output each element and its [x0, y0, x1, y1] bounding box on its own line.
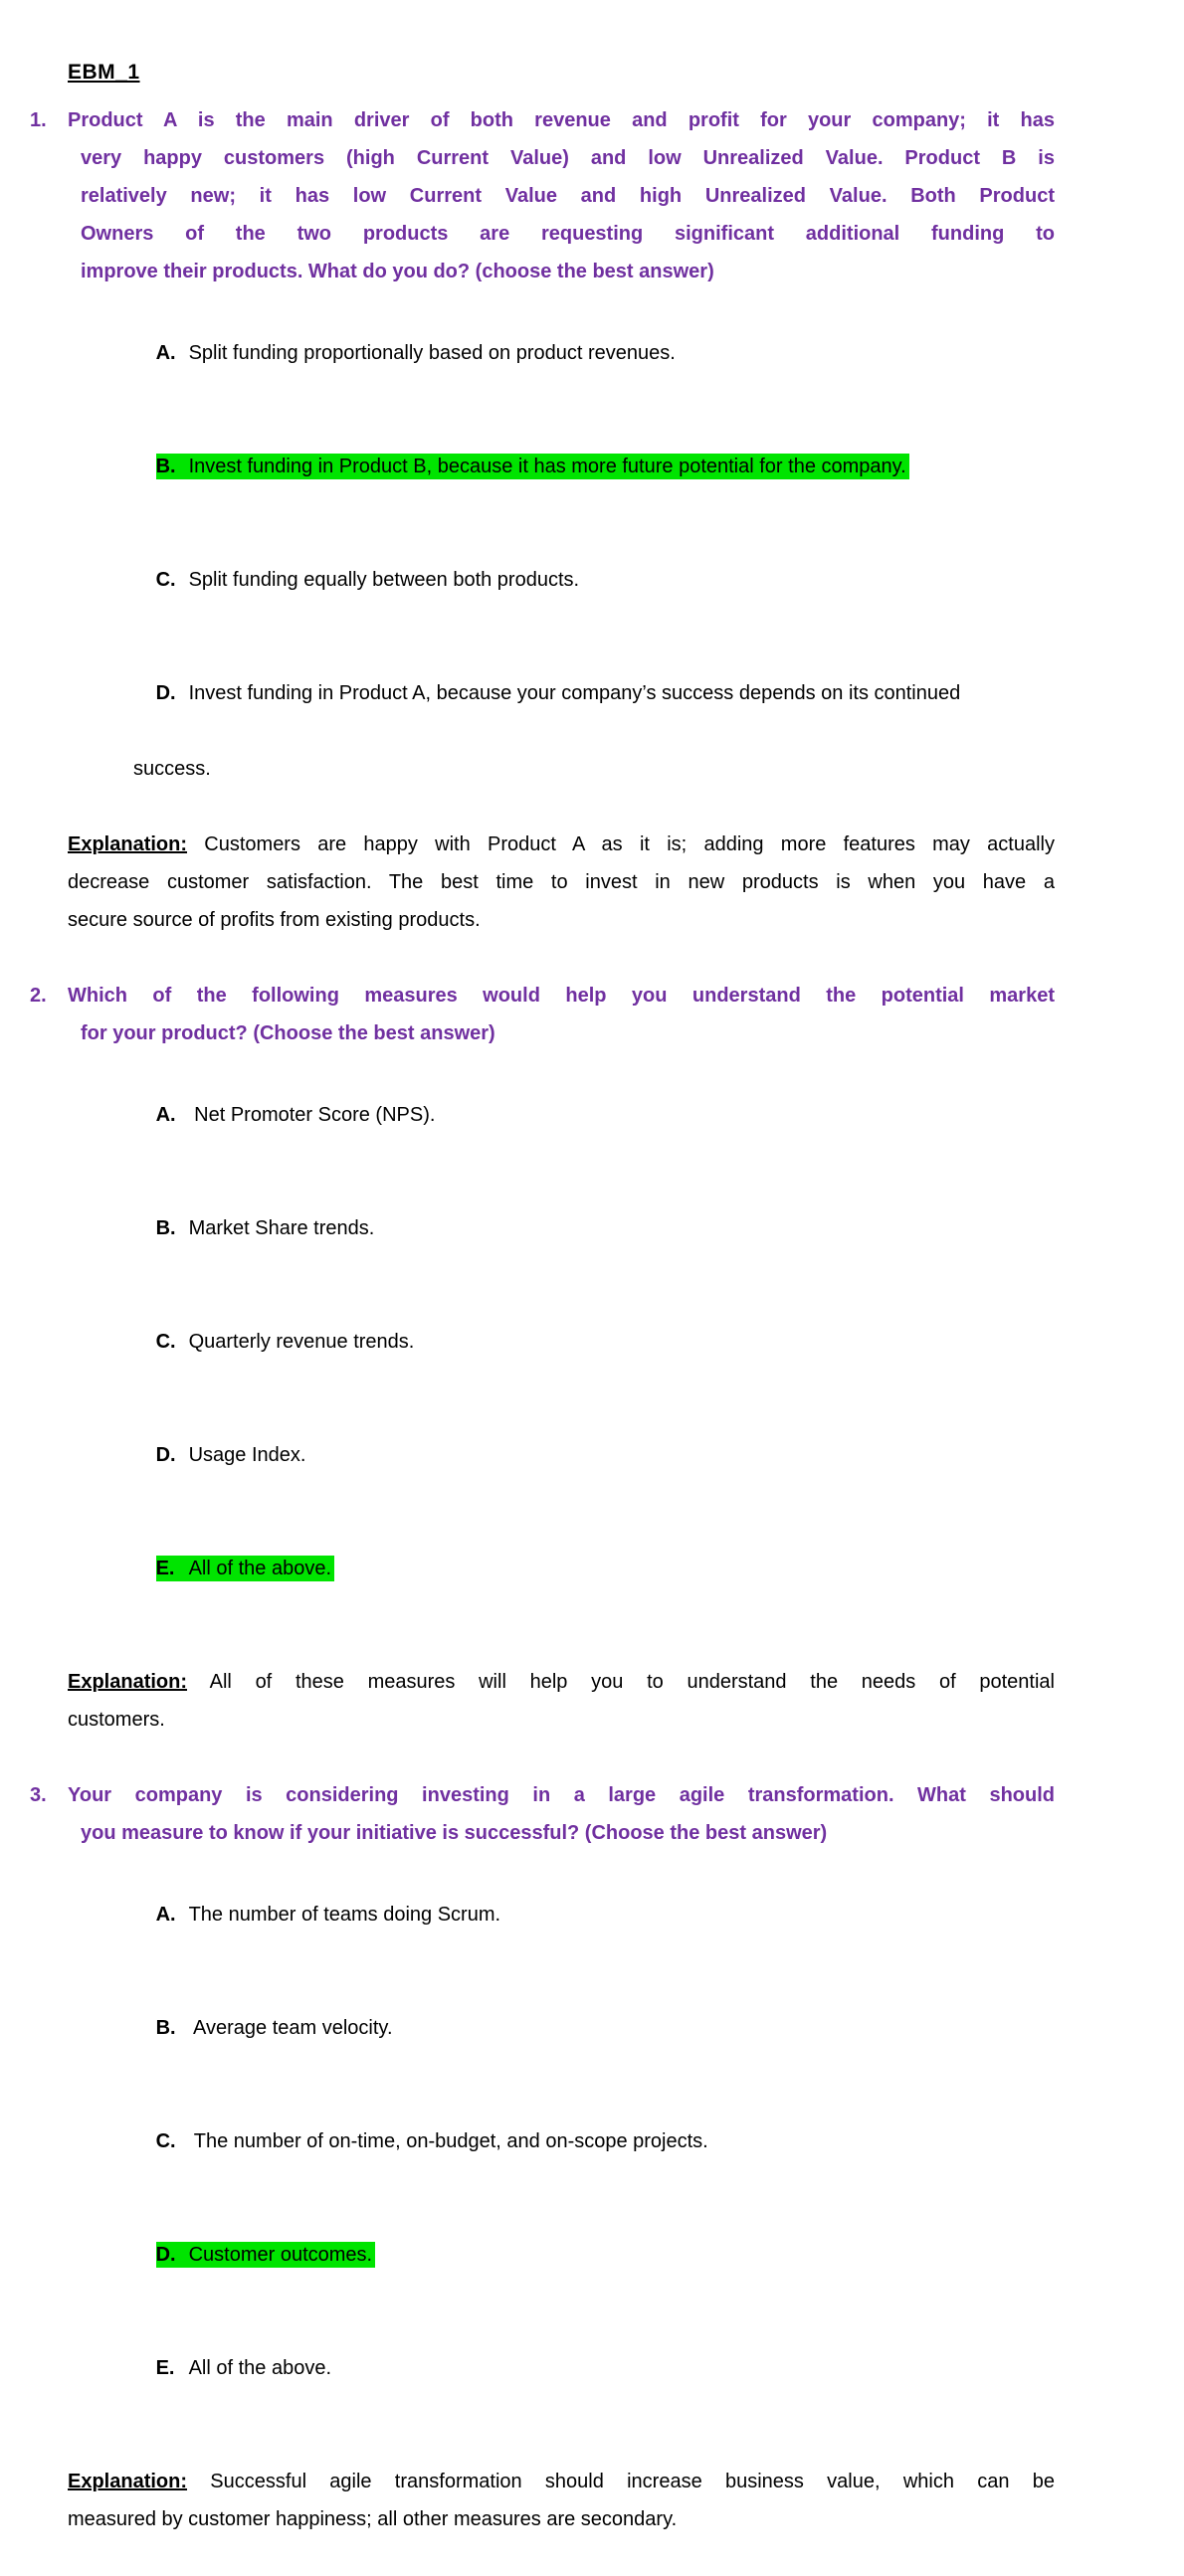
- question-1: [30, 101, 1055, 290]
- option-text: Average team velocity.: [188, 2017, 393, 2039]
- explanation-line: [68, 826, 1055, 863]
- option-3c: [100, 2085, 1055, 2198]
- question-1-line: Owners of the two products are requesting significant additional funding to: [81, 223, 1055, 245]
- explanation-line: customers.: [68, 1709, 165, 1731]
- question-1-block: [30, 101, 1055, 939]
- option-3d: [100, 2198, 1055, 2311]
- option-3b: [100, 1971, 1055, 2085]
- document-content: [30, 58, 1055, 2576]
- explanation-3: [68, 2463, 1055, 2538]
- option-text: Market Share trends.: [188, 1217, 375, 1239]
- option-1b: [100, 410, 1055, 523]
- question-3-line: Your company is considering investing in a large agile transformation. What should: [68, 1784, 1055, 1806]
- option-letter: C.: [155, 2130, 176, 2152]
- question-2-number: 2.: [30, 985, 47, 1007]
- explanation-line: decrease customer satisfaction. The best time to invest in new products is when you have a: [68, 871, 1055, 893]
- option-letter: D.: [155, 1444, 176, 1466]
- explanation-line: [68, 2463, 1055, 2500]
- question-3-block: [30, 1776, 1055, 2538]
- option-letter: D.: [155, 2244, 176, 2266]
- explanation-text: Successful agile transformation should increase business value, which can be: [210, 2471, 1055, 2492]
- option-letter: A.: [155, 1904, 176, 1926]
- explanation-label: Explanation:: [68, 833, 188, 855]
- option-1d: [100, 637, 1055, 750]
- option-text: The number of on-time, on-budget, and on-scope projects.: [188, 2130, 708, 2152]
- question-2: [30, 977, 1055, 1052]
- option-2c: [100, 1285, 1055, 1398]
- explanation-label: Explanation:: [68, 1671, 188, 1693]
- option-text: Invest funding in Product B, because it has more future potential for the company.: [188, 456, 906, 477]
- option-text: All of the above.: [188, 2357, 332, 2379]
- option-letter: C.: [155, 1331, 176, 1353]
- option-text: Net Promoter Score (NPS).: [188, 1104, 436, 1126]
- question-3-options: [100, 1858, 1055, 2425]
- question-2-line: Which of the following measures would help you understand the potential market: [68, 985, 1055, 1007]
- explanation-label: Explanation:: [68, 2471, 188, 2492]
- option-2a: [100, 1058, 1055, 1172]
- option-1c: [100, 523, 1055, 637]
- option-2d: [100, 1398, 1055, 1512]
- option-text: All of the above.: [188, 1558, 332, 1579]
- option-letter: E.: [155, 1558, 175, 1579]
- option-text: Invest funding in Product A, because your company’s success depends on its continued: [188, 682, 961, 704]
- explanation-2: [68, 1663, 1055, 1739]
- option-text: Usage Index.: [188, 1444, 306, 1466]
- option-text: Quarterly revenue trends.: [188, 1331, 415, 1353]
- option-letter: C.: [155, 569, 176, 591]
- explanation-text: All of these measures will help you to understand the needs of potential: [209, 1671, 1055, 1693]
- option-1d-continuation: success.: [133, 758, 211, 780]
- option-2b: [100, 1172, 1055, 1285]
- option-letter: D.: [155, 682, 176, 704]
- question-3: [30, 1776, 1055, 1852]
- option-letter: A.: [155, 1104, 176, 1126]
- question-1-line: very happy customers (high Current Value) and low Unrealized Value. Product B is: [81, 147, 1055, 169]
- explanation-text: Customers are happy with Product A as it is; adding more features may actually: [204, 833, 1055, 855]
- explanation-1: [68, 826, 1055, 939]
- option-letter: A.: [155, 342, 176, 364]
- option-text: Split funding equally between both products.: [188, 569, 580, 591]
- option-text: Split funding proportionally based on product revenues.: [188, 342, 676, 364]
- question-1-line: relatively new; it has low Current Value and high Unrealized Value. Both Product: [81, 185, 1055, 207]
- explanation-line: [68, 1663, 1055, 1701]
- question-2-options: [100, 1058, 1055, 1625]
- question-2-line: for your product? (Choose the best answer): [81, 1022, 495, 1044]
- option-2e: [100, 1512, 1055, 1625]
- document-title: EBM_1: [68, 61, 140, 84]
- question-1-line: improve their products. What do you do? (choose the best answer): [81, 261, 714, 282]
- question-1-number: 1.: [30, 109, 47, 131]
- question-2-block: [30, 977, 1055, 1739]
- question-1-line: Product A is the main driver of both revenue and profit for your company; it has: [68, 109, 1055, 131]
- option-letter: B.: [155, 456, 176, 477]
- option-letter: E.: [155, 2357, 175, 2379]
- question-1-options: [100, 296, 1055, 788]
- question-3-line: you measure to know if your initiative is successful? (Choose the best answer): [81, 1822, 828, 1844]
- option-text: Customer outcomes.: [188, 2244, 373, 2266]
- option-letter: B.: [155, 1217, 176, 1239]
- explanation-line: measured by customer happiness; all other measures are secondary.: [68, 2508, 678, 2530]
- option-3e: [100, 2311, 1055, 2425]
- option-1a: [100, 296, 1055, 410]
- option-3a: [100, 1858, 1055, 1971]
- explanation-line: secure source of profits from existing products.: [68, 909, 481, 931]
- option-letter: B.: [155, 2017, 176, 2039]
- question-3-number: 3.: [30, 1784, 47, 1806]
- option-text: The number of teams doing Scrum.: [188, 1904, 501, 1926]
